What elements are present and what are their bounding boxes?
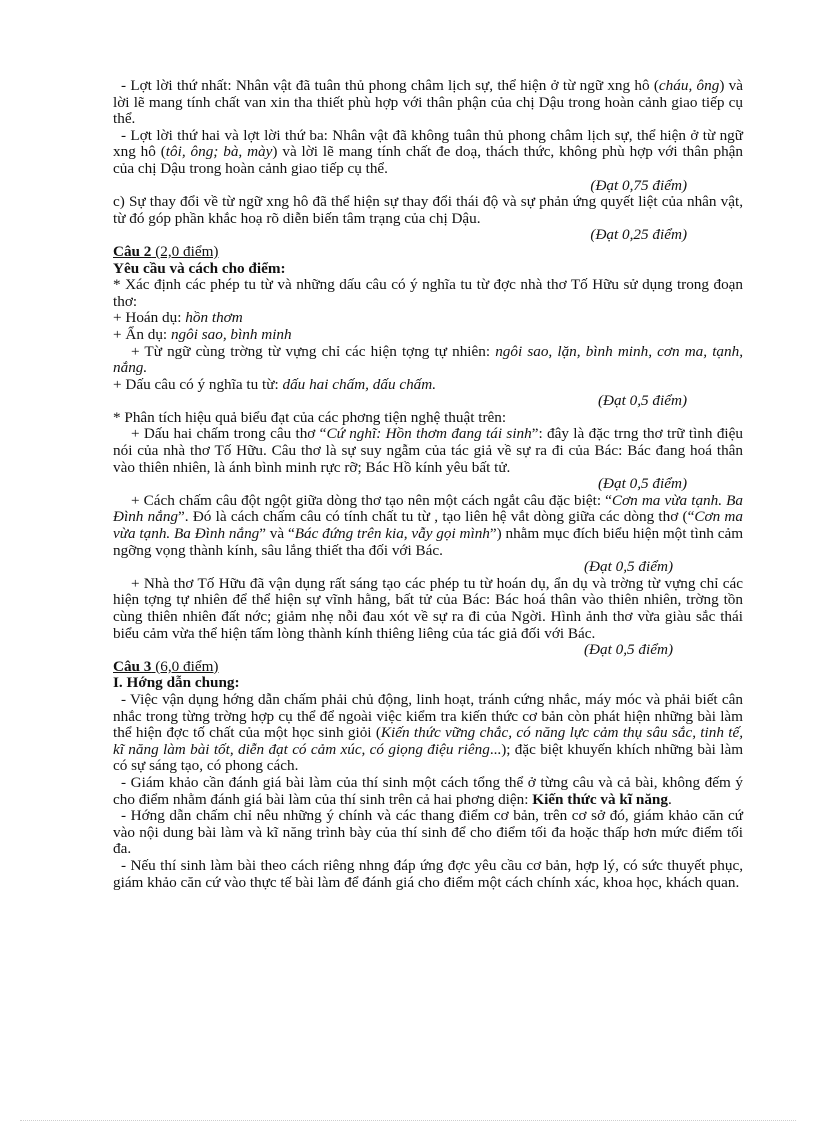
paragraph-turn-two-three: - Lợt lời thứ hai và lợt lời thứ ba: Nhân vật đã không tuân thủ phong châm lịch sự, thể hiện ở từ ngữ xng hô (tôi, ông; bà, mày) và lời lẽ mang tính chất đe doạ, thách thức, không phù hợp với thân phận của chị Dậu trong hoàn cảnh giao tiếp cụ thể. xyxy=(113,126,743,177)
score-note: (Đạt 0,5 điểm) xyxy=(584,641,673,659)
guide-paragraph: - Giám khảo cần đánh giá bài làm của thí sinh một cách tổng thể ở từng câu và cả bài, không đếm ý cho điểm nhằm đánh giá bài làm của thí sinh trên cả hai phơng diện: Kiến thức và kĩ năng. xyxy=(113,773,743,808)
score-note: (Đạt 0,5 điểm) xyxy=(598,392,687,410)
paragraph-period: + Cách chấm câu đột ngột giữa dòng thơ tạo nên một cách ngắt câu đặc biệt: “Cơn ma vừa tạnh. Ba Đình nắng”. Đó là cách chấm câu có tính chất tu từ , tạo liên hệ vắt dòng giữa các dòng thơ (“Cơn ma vừa tạnh. Ba Đình nắng” và “Bác đứng trên kia, vẫy gọi mình”) nhằm mục đích biểu hiện một tình cảm ngỡng vọng thành kính, sâu lắng thiết tha đối với Bác. xyxy=(113,491,744,559)
document-page xyxy=(113,78,743,891)
list-item: + Hoán dụ: hồn thơm xyxy=(113,309,243,327)
requirements-heading: Yêu cầu và cách cho điểm: xyxy=(113,259,286,277)
page-bottom-divider xyxy=(20,1120,796,1121)
paragraph-creative: + Nhà thơ Tố Hữu đã vận dụng rất sáng tạo các phép tu từ hoán dụ, ẩn dụ và trờng từ vựng chỉ các hiện tợng tự nhiên để thể hiện sự vĩnh hằng, bất tử của Bác: Bác hoá thân vào thiên nhiên, trờng tồn cùng thiên nhiên đất nớc; giảm nhẹ nỗi đau xót về sự ra đi của Ngời. Hình ảnh thơ vừa giàu sắc thái biểu cảm vừa thể hiện tấm lòng thành kính thiêng liêng của tác giả đối với Bác. xyxy=(113,574,743,642)
question-3-title: Câu 3 (6,0 điểm) xyxy=(113,657,219,675)
question-2-title: Câu 2 (2,0 điểm) xyxy=(113,242,219,260)
paragraph-c: c) Sự thay đổi về từ ngữ xng hô đã thể hiện sự thay đổi thái độ và sự phản ứng quyết liệt của nhân vật, từ đó góp phần khắc hoạ rõ diễn biến tâm trạng của chị Dậu. xyxy=(113,193,743,227)
paragraph-turn-one: - Lợt lời thứ nhất: Nhân vật đã tuân thủ phong châm lịch sự, thể hiện ở từ ngữ xng hô (cháu, ông) và lời lẽ mang tính chất van xin tha thiết phù hợp với thân phận của chị Dậu trong hoàn cảnh giao tiếp cụ thể. xyxy=(113,77,743,128)
guide-paragraph: - Việc vận dụng hớng dẫn chấm phải chủ động, linh hoạt, tránh cứng nhắc, máy móc và phải biết cân nhắc trong từng trờng hợp cụ thể để ngoài việc kiểm tra kiến thức cơ bản còn phát hiện những bài làm thể hiện đợc tố chất của một học sinh giỏi (Kiến thức vững chắc, có năng lực cảm thụ sâu sắc, tinh tế, kĩ năng làm bài tốt, diễn đạt có cảm xúc, có giọng điệu riêng...); đặc biệt khuyến khích những bài làm có sự sáng tạo, có phong cách. xyxy=(113,690,744,775)
list-item: + Ẩn dụ: ngôi sao, bình minh xyxy=(113,325,292,343)
score-note: (Đạt 0,75 điểm) xyxy=(590,176,687,194)
list-item: + Từ ngữ cùng trờng từ vựng chỉ các hiện tợng tự nhiên: ngôi sao, lặn, bình minh, cơn ma, tạnh, nắng. xyxy=(113,342,743,377)
paragraph-colon: + Dấu hai chấm trong câu thơ “Cứ nghĩ: Hồn thơm đang tái sinh”: đây là đặc trng thơ trữ tình điệu nói của nhà thơ Tố Hữu. Câu thơ là sự suy ngẫm của tác giả về sự ra đi của Bác: Bác đang hoá thân vào thiên nhiên, là ánh bình minh rực rỡ; Bác Hồ kính yêu bất tử. xyxy=(113,425,743,476)
guide-paragraph: - Hớng dẫn chấm chỉ nêu những ý chính và các thang điểm cơ bản, trên cơ sở đó, giám khảo căn cứ vào nội dung bài làm và kĩ năng trình bày của thí sinh để cho điểm tối đa hoặc thấp hơn mức điểm tối đa. xyxy=(113,807,743,858)
paragraph-analyze: * Phân tích hiệu quả biểu đạt của các phơng tiện nghệ thuật trên: xyxy=(113,408,507,426)
score-note: (Đạt 0,25 điểm) xyxy=(590,226,687,244)
score-note: (Đạt 0,5 điểm) xyxy=(598,475,687,493)
guide-paragraph: - Nếu thí sinh làm bài theo cách riêng nhng đáp ứng đợc yêu cầu cơ bản, hợp lý, có sức thuyết phục, giám khảo căn cứ vào thực tế bài làm để đánh giá cho điểm một cách chính xác, khoa học, khách quan. xyxy=(113,856,743,891)
score-note: (Đạt 0,5 điểm) xyxy=(584,558,673,576)
paragraph-identify: * Xác định các phép tu từ và những dấu câu có ý nghĩa tu từ đợc nhà thơ Tố Hữu sử dụng trong đoạn thơ: xyxy=(113,276,743,310)
list-item: + Dấu câu có ý nghĩa tu từ: dấu hai chấm, dấu chấm. xyxy=(113,375,437,393)
general-guide-heading: I. Hớng dẫn chung: xyxy=(113,674,240,692)
